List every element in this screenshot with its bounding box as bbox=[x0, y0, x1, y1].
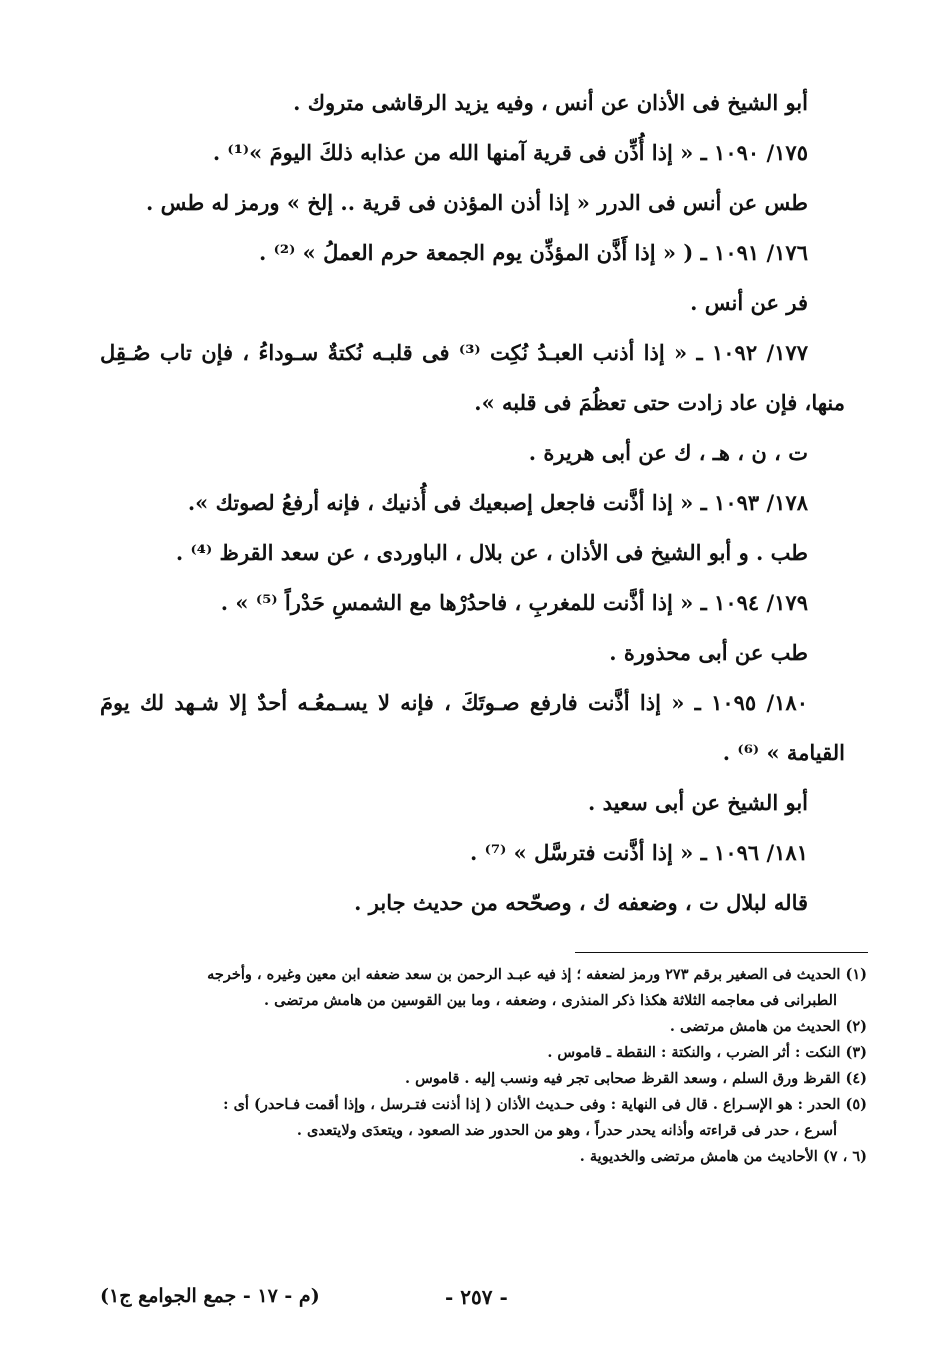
text-line: طب . و أبو الشيخ فى الأذان ، عن بلال ، الباوردى ، عن سعد القرظ ⁽⁴⁾ . bbox=[175, 540, 808, 565]
hadith-entry-177: ١٧٧/ ١٠٩٢ ـ « إذا أذنب العبـدُ نُكِت ⁽³⁾ فى قلبـه نُكتةٌ سـوداءُ ، فإن تاب صُـقِل bbox=[100, 340, 808, 365]
page-number: - ٢٥٧ - bbox=[445, 1285, 508, 1309]
hadith-entry-178: ١٧٨/ ١٠٩٣ ـ « إذا أذَّنت فاجعل إصبعيك فى أُذنيك ، فإنه أرفعُ لصوتك ». bbox=[187, 490, 808, 515]
main-text bbox=[100, 78, 845, 928]
text-line-continuation: منها، فإن عاد زادت حتى تعظُمَ فى قلبه ». bbox=[474, 390, 845, 415]
hadith-entry-176: ١٧٦/ ١٠٩١ ـ ( « إذا أَذَّن المؤذِّن يوم الجمعة حرم العملُ » ⁽²⁾ . bbox=[259, 240, 808, 265]
footnote-2: (٢) الحديث من هامش مرتضى . bbox=[669, 1018, 867, 1035]
footnote-3: (٣) النكت : أثر الضرب ، والنكتة : النقطة ـ قاموس . bbox=[547, 1044, 867, 1061]
text-line: قاله لبلال ت ، وضعفه ك ، وصحّحه من حديث جابر . bbox=[354, 890, 808, 915]
footnote-1-continuation: الطبرانى فى معاجمه الثلاثة هكذا ذكر المنذرى ، وضعفه ، وما بين القوسين من هامش مرتضى . bbox=[264, 992, 837, 1009]
footnote-divider bbox=[575, 952, 868, 953]
page-footer bbox=[0, 1285, 945, 1315]
hadith-entry-181: ١٨١/ ١٠٩٦ ـ « إذا أذَّنت فترسَّل » ⁽⁷⁾ . bbox=[469, 840, 808, 865]
text-line-continuation: القيامة » ⁽⁶⁾ . bbox=[722, 740, 845, 765]
text-line: طب عن أبى محذورة . bbox=[609, 640, 808, 665]
footnote-4: (٤) القرظ ورق السلم ، وسعد القرظ صحابى تجر فيه ونسب إليه . قاموس . bbox=[404, 1070, 867, 1087]
text-line: أبو الشيخ عن أبى سعيد . bbox=[587, 790, 808, 815]
footnote-6-7: (٦ ، ٧) الأحاديث من هامش مرتضى والخديوية . bbox=[579, 1148, 867, 1165]
footnotes bbox=[100, 962, 867, 1170]
hadith-entry-179: ١٧٩/ ١٠٩٤ ـ « إذا أذَّنت للمغربِ ، فاحدُرْها مع الشمسِ حَدْراً ⁽⁵⁾ » . bbox=[220, 590, 808, 615]
printer-signature: (م - ١٧ - جمع الجوامع ج١) bbox=[100, 1285, 320, 1307]
text-line: طس عن أنس فى الدرر « إذا أذن المؤذن فى قرية .. إلخ » ورمز له طس . bbox=[146, 190, 808, 215]
hadith-entry-180: ١٨٠/ ١٠٩٥ ـ « إذا أذَّنت فارفع صـوتَكَ ، فإنه لا يسـمعُـه أحدٌ إلا شـهد لك يومَ bbox=[100, 690, 808, 715]
text-line: ت ، ن ، هـ ، ك عن أبى هريرة . bbox=[528, 440, 808, 465]
text-line: فر عن أنس . bbox=[690, 290, 808, 315]
text-line: أبو الشيخ فى الأذان عن أنس ، وفيه يزيد الرقاشى متروك . bbox=[293, 90, 808, 115]
footnote-5-continuation: أسرع ، حدر فى قراءته وأذانه يحدر حدراً ، وهو من الحدور ضد الصعود ، ويتعدَى ولايتعدى . bbox=[296, 1122, 837, 1139]
footnote-1: (١) الحديث فى الصغير برقم ٢٧٣ ورمز لضعفه ؛ إذ فيه عبـد الرحمن بن سعد ضعفه ابن معين وغيره ، وأخرجه bbox=[207, 966, 867, 983]
footnote-5: (٥) الحدر : هو الإسـراع . قال فى النهاية : وفى حـديث الأذان ( إذا أذنت فتـرسل ، وإذا أقمت فـاحدر) أى : bbox=[223, 1096, 867, 1113]
hadith-entry-175: ١٧٥/ ١٠٩٠ ـ « إذا أُذِّن فى قرية آمنها الله من عذابه ذلكَ اليومَ »⁽¹⁾ . bbox=[212, 140, 808, 165]
